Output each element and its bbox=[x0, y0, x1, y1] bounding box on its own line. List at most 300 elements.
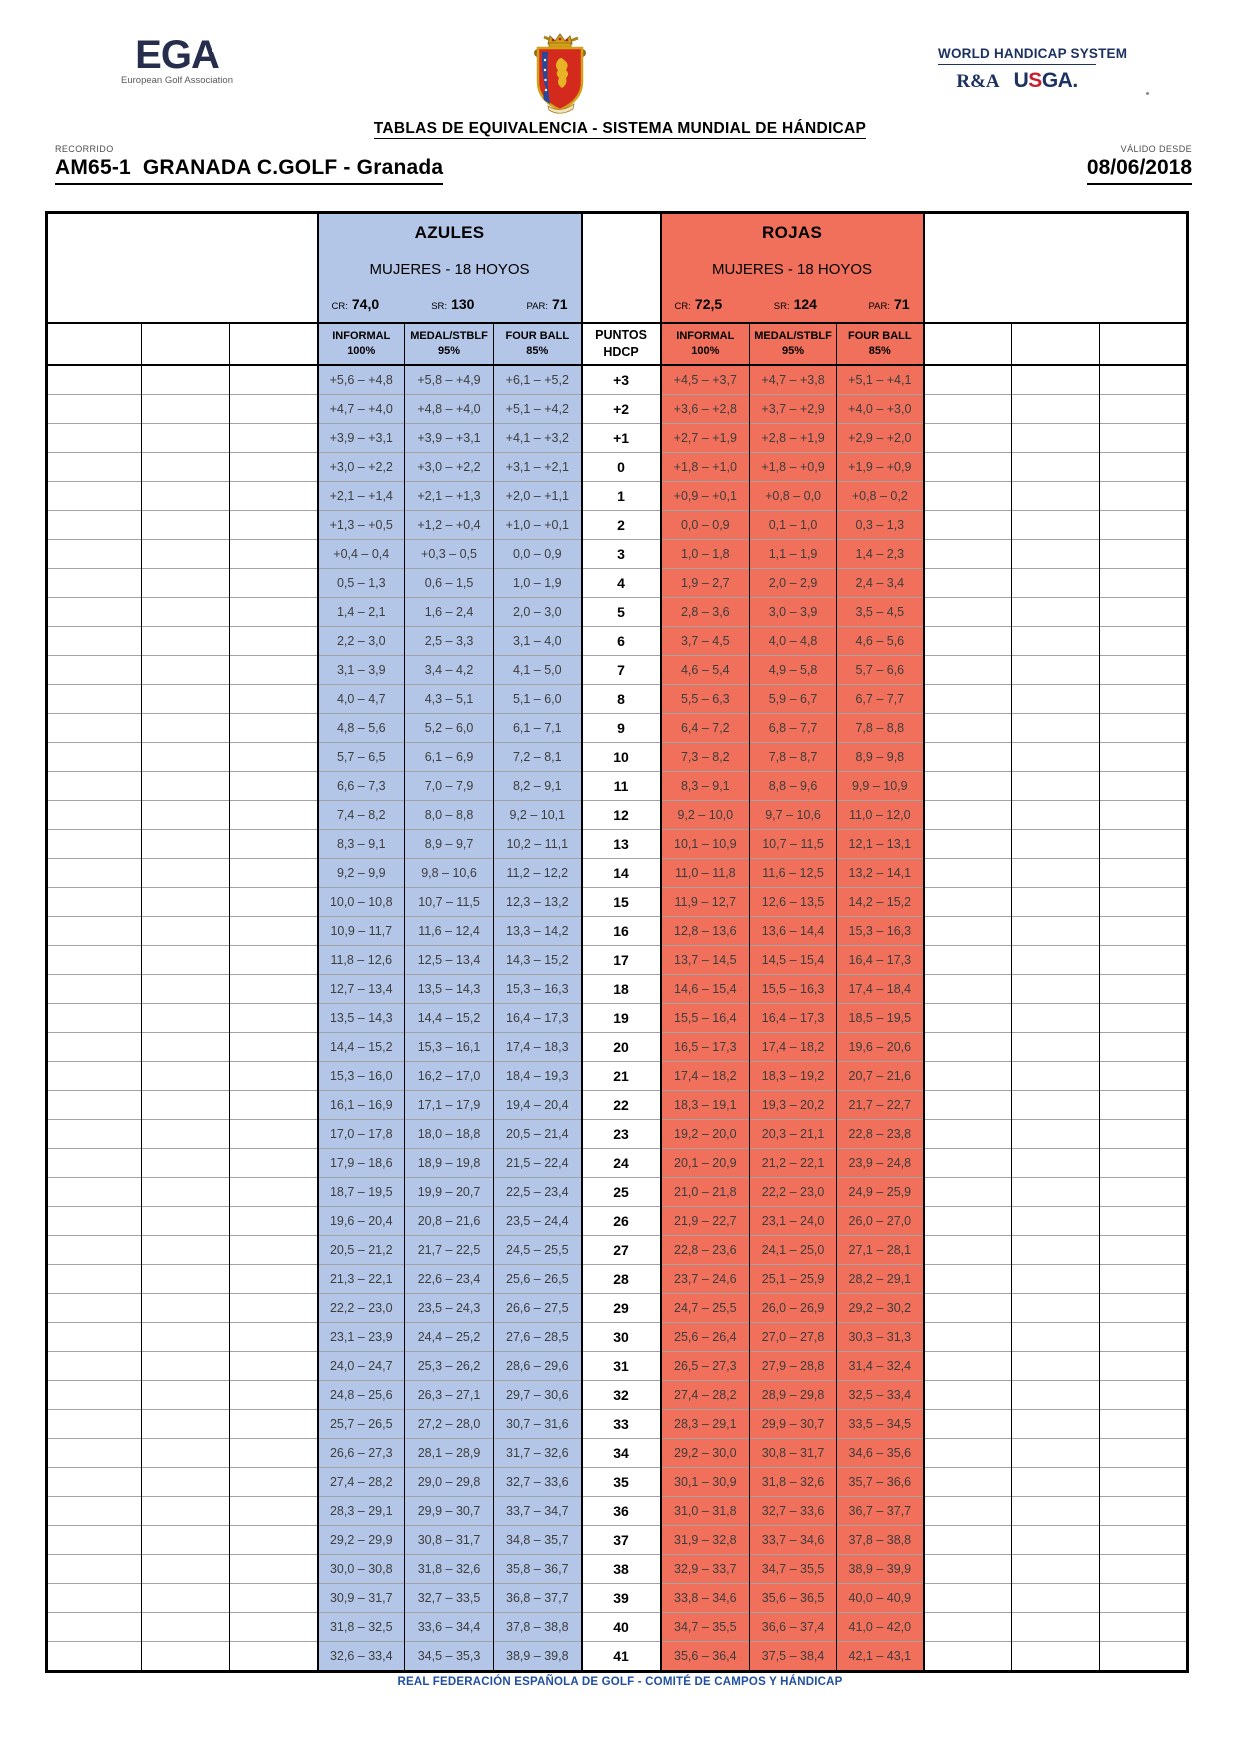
hdcp-cell: 34 bbox=[582, 1439, 661, 1468]
empty-header-cell bbox=[1012, 323, 1100, 365]
hdcp-cell: 24 bbox=[582, 1149, 661, 1178]
azules-range-cell: 2,5 – 3,3 bbox=[405, 627, 494, 656]
azules-range-cell: 27,2 – 28,0 bbox=[405, 1410, 494, 1439]
azules-range-cell: 15,3 – 16,1 bbox=[405, 1033, 494, 1062]
rojas-range-cell: 4,6 – 5,4 bbox=[661, 656, 750, 685]
azules-range-cell: 10,7 – 11,5 bbox=[405, 888, 494, 917]
rojas-range-cell: +2,9 – +2,0 bbox=[837, 424, 924, 453]
rojas-range-cell: 5,7 – 6,6 bbox=[837, 656, 924, 685]
empty-cell bbox=[230, 424, 318, 453]
azules-range-cell: 31,8 – 32,5 bbox=[318, 1613, 405, 1642]
azules-range-cell: 17,4 – 18,3 bbox=[494, 1033, 582, 1062]
empty-cell bbox=[47, 1526, 142, 1555]
rojas-range-cell: 12,8 – 13,6 bbox=[661, 917, 750, 946]
hdcp-cell: 30 bbox=[582, 1323, 661, 1352]
rojas-range-cell: 7,8 – 8,8 bbox=[837, 714, 924, 743]
azules-range-cell: 30,8 – 31,7 bbox=[405, 1526, 494, 1555]
empty-cell bbox=[230, 1062, 318, 1091]
rojas-range-cell: 21,7 – 22,7 bbox=[837, 1091, 924, 1120]
azules-range-cell: 4,8 – 5,6 bbox=[318, 714, 405, 743]
table-row bbox=[47, 453, 1188, 482]
empty-cell bbox=[1012, 772, 1100, 801]
empty-cell bbox=[1012, 1120, 1100, 1149]
rojas-range-cell: 27,0 – 27,8 bbox=[750, 1323, 837, 1352]
empty-cell bbox=[1012, 1468, 1100, 1497]
empty-cell bbox=[230, 685, 318, 714]
azules-range-cell: 35,8 – 36,7 bbox=[494, 1555, 582, 1584]
rojas-range-cell: 33,5 – 34,5 bbox=[837, 1410, 924, 1439]
azules-range-cell: 17,1 – 17,9 bbox=[405, 1091, 494, 1120]
empty-cell bbox=[924, 946, 1012, 975]
empty-cell bbox=[1100, 1526, 1188, 1555]
azules-range-cell: 7,4 – 8,2 bbox=[318, 801, 405, 830]
empty-cell bbox=[1012, 917, 1100, 946]
table-row bbox=[47, 1555, 1188, 1584]
rojas-range-cell: 28,2 – 29,1 bbox=[837, 1265, 924, 1294]
table-row bbox=[47, 598, 1188, 627]
empty-cell bbox=[1100, 685, 1188, 714]
empty-cell bbox=[1012, 424, 1100, 453]
empty-cell bbox=[1100, 1497, 1188, 1526]
empty-cell bbox=[47, 1120, 142, 1149]
azules-range-cell: 18,7 – 19,5 bbox=[318, 1178, 405, 1207]
rojas-range-cell: 21,2 – 22,1 bbox=[750, 1149, 837, 1178]
empty-cell bbox=[142, 1410, 230, 1439]
table-row bbox=[47, 395, 1188, 424]
azules-range-cell: 9,2 – 9,9 bbox=[318, 859, 405, 888]
hdcp-cell: 15 bbox=[582, 888, 661, 917]
azules-range-cell: 37,8 – 38,8 bbox=[494, 1613, 582, 1642]
empty-cell bbox=[47, 801, 142, 830]
empty-cell bbox=[142, 1497, 230, 1526]
empty-cell bbox=[924, 627, 1012, 656]
empty-cell bbox=[230, 1207, 318, 1236]
rojas-range-cell: +5,1 – +4,1 bbox=[837, 365, 924, 395]
azules-range-cell: 1,4 – 2,1 bbox=[318, 598, 405, 627]
empty-cell bbox=[1100, 395, 1188, 424]
rojas-range-cell: 18,3 – 19,2 bbox=[750, 1062, 837, 1091]
rojas-tee-header bbox=[661, 213, 924, 324]
empty-cell bbox=[230, 772, 318, 801]
table-row bbox=[47, 830, 1188, 859]
empty-cell bbox=[924, 1439, 1012, 1468]
azules-range-cell: 22,6 – 23,4 bbox=[405, 1265, 494, 1294]
empty-cell bbox=[924, 656, 1012, 685]
azules-range-cell: 4,3 – 5,1 bbox=[405, 685, 494, 714]
rojas-range-cell: +0,9 – +0,1 bbox=[661, 482, 750, 511]
empty-cell bbox=[47, 830, 142, 859]
rojas-range-cell: 16,4 – 17,3 bbox=[750, 1004, 837, 1033]
azules-range-cell: 3,1 – 3,9 bbox=[318, 656, 405, 685]
empty-cell bbox=[924, 1323, 1012, 1352]
valid-from-date: 08/06/2018 bbox=[1087, 156, 1192, 185]
rojas-range-cell: 4,6 – 5,6 bbox=[837, 627, 924, 656]
rojas-range-cell: 24,7 – 25,5 bbox=[661, 1294, 750, 1323]
rojas-range-cell: 1,0 – 1,8 bbox=[661, 540, 750, 569]
usga-logo: USGA. bbox=[1013, 69, 1078, 92]
azules-range-cell: +2,1 – +1,4 bbox=[318, 482, 405, 511]
rojas-range-cell: 37,8 – 38,8 bbox=[837, 1526, 924, 1555]
azules-range-cell: 8,0 – 8,8 bbox=[405, 801, 494, 830]
empty-cell bbox=[924, 801, 1012, 830]
table-row bbox=[47, 424, 1188, 453]
empty-cell bbox=[47, 365, 142, 395]
azules-sr: 130 bbox=[451, 296, 475, 312]
empty-cell bbox=[1012, 743, 1100, 772]
rojas-range-cell: 26,0 – 26,9 bbox=[750, 1294, 837, 1323]
empty-cell bbox=[924, 975, 1012, 1004]
azules-range-cell: 3,1 – 4,0 bbox=[494, 627, 582, 656]
rojas-range-cell: 12,6 – 13,5 bbox=[750, 888, 837, 917]
empty-cell bbox=[924, 1555, 1012, 1584]
azules-par: 71 bbox=[551, 296, 568, 312]
empty-cell bbox=[230, 801, 318, 830]
azules-range-cell: 34,8 – 35,7 bbox=[494, 1526, 582, 1555]
table-row bbox=[47, 1323, 1188, 1352]
rojas-range-cell: 21,0 – 21,8 bbox=[661, 1178, 750, 1207]
empty-cell bbox=[1100, 830, 1188, 859]
table-row bbox=[47, 801, 1188, 830]
azules-range-cell: 30,0 – 30,8 bbox=[318, 1555, 405, 1584]
azules-range-cell: 8,3 – 9,1 bbox=[318, 830, 405, 859]
empty-cell bbox=[142, 482, 230, 511]
empty-cell bbox=[142, 598, 230, 627]
table-row bbox=[47, 1294, 1188, 1323]
table-row bbox=[47, 1497, 1188, 1526]
empty-cell bbox=[142, 424, 230, 453]
empty-cell bbox=[47, 917, 142, 946]
rojas-range-cell: +1,8 – +0,9 bbox=[750, 453, 837, 482]
empty-header-cell bbox=[1100, 323, 1188, 365]
rojas-range-cell: 15,5 – 16,4 bbox=[661, 1004, 750, 1033]
empty-cell bbox=[1100, 1642, 1188, 1672]
empty-cell bbox=[924, 365, 1012, 395]
rojas-range-cell: 30,3 – 31,3 bbox=[837, 1323, 924, 1352]
empty-cell bbox=[1100, 511, 1188, 540]
azules-range-cell: 16,4 – 17,3 bbox=[494, 1004, 582, 1033]
azules-range-cell: 2,0 – 3,0 bbox=[494, 598, 582, 627]
empty-cell bbox=[230, 1381, 318, 1410]
empty-cell bbox=[1012, 685, 1100, 714]
rojas-range-cell: 5,5 – 6,3 bbox=[661, 685, 750, 714]
empty-cell bbox=[924, 1062, 1012, 1091]
randa-logo: R&A bbox=[956, 71, 1000, 92]
empty-cell bbox=[1012, 1091, 1100, 1120]
empty-cell bbox=[1100, 1236, 1188, 1265]
empty-cell bbox=[142, 685, 230, 714]
azules-range-cell: 6,6 – 7,3 bbox=[318, 772, 405, 801]
azules-range-cell: 32,7 – 33,5 bbox=[405, 1584, 494, 1613]
empty-cell bbox=[47, 685, 142, 714]
rojas-range-cell: 3,5 – 4,5 bbox=[837, 598, 924, 627]
rojas-range-cell: 1,1 – 1,9 bbox=[750, 540, 837, 569]
azules-range-cell: +3,9 – +3,1 bbox=[318, 424, 405, 453]
empty-cell bbox=[1100, 1381, 1188, 1410]
empty-cell bbox=[230, 1584, 318, 1613]
azules-range-cell: 23,5 – 24,4 bbox=[494, 1207, 582, 1236]
hdcp-cell: 21 bbox=[582, 1062, 661, 1091]
ega-flag-icon bbox=[212, 42, 221, 52]
empty-cell bbox=[142, 1265, 230, 1294]
rojas-col-informal: INFORMAL 100% bbox=[661, 323, 750, 365]
azules-range-cell: +0,3 – 0,5 bbox=[405, 540, 494, 569]
rojas-range-cell: 6,8 – 7,7 bbox=[750, 714, 837, 743]
rfeg-crest-icon bbox=[528, 30, 592, 121]
empty-cell bbox=[142, 801, 230, 830]
azules-range-cell: 21,7 – 22,5 bbox=[405, 1236, 494, 1265]
table-row bbox=[47, 946, 1188, 975]
rojas-range-cell: 1,4 – 2,3 bbox=[837, 540, 924, 569]
rojas-range-cell: +1,9 – +0,9 bbox=[837, 453, 924, 482]
azules-range-cell: 9,2 – 10,1 bbox=[494, 801, 582, 830]
empty-cell bbox=[47, 1468, 142, 1497]
empty-cell bbox=[230, 1526, 318, 1555]
empty-cell bbox=[230, 714, 318, 743]
empty-cell bbox=[47, 511, 142, 540]
empty-cell bbox=[1012, 888, 1100, 917]
azules-range-cell: 29,7 – 30,6 bbox=[494, 1381, 582, 1410]
rojas-range-cell: 33,8 – 34,6 bbox=[661, 1584, 750, 1613]
azules-range-cell: +5,8 – +4,9 bbox=[405, 365, 494, 395]
azules-range-cell: 2,2 – 3,0 bbox=[318, 627, 405, 656]
hdcp-cell: 28 bbox=[582, 1265, 661, 1294]
ega-logo-text: EGA bbox=[135, 33, 219, 77]
empty-cell bbox=[47, 1439, 142, 1468]
rojas-range-cell: 9,7 – 10,6 bbox=[750, 801, 837, 830]
empty-cell bbox=[142, 830, 230, 859]
table-row bbox=[47, 1265, 1188, 1294]
empty-cell bbox=[924, 743, 1012, 772]
rojas-range-cell: 11,9 – 12,7 bbox=[661, 888, 750, 917]
empty-cell bbox=[1100, 656, 1188, 685]
azules-range-cell: 17,9 – 18,6 bbox=[318, 1149, 405, 1178]
azules-range-cell: 8,2 – 9,1 bbox=[494, 772, 582, 801]
azules-range-cell: 5,2 – 6,0 bbox=[405, 714, 494, 743]
empty-cell bbox=[47, 1265, 142, 1294]
empty-cell bbox=[47, 975, 142, 1004]
empty-cell bbox=[142, 1207, 230, 1236]
hdcp-cell: 26 bbox=[582, 1207, 661, 1236]
hdcp-cell: 9 bbox=[582, 714, 661, 743]
azules-range-cell: 32,6 – 33,4 bbox=[318, 1642, 405, 1672]
azules-range-cell: 28,3 – 29,1 bbox=[318, 1497, 405, 1526]
hdcp-cell: 23 bbox=[582, 1120, 661, 1149]
rojas-range-cell: 10,7 – 11,5 bbox=[750, 830, 837, 859]
azules-range-cell: 19,4 – 20,4 bbox=[494, 1091, 582, 1120]
empty-cell bbox=[924, 830, 1012, 859]
blank-header-right bbox=[924, 213, 1188, 324]
table-row bbox=[47, 1410, 1188, 1439]
empty-cell bbox=[1100, 743, 1188, 772]
azules-range-cell: 5,7 – 6,5 bbox=[318, 743, 405, 772]
rojas-range-cell: 8,8 – 9,6 bbox=[750, 772, 837, 801]
empty-cell bbox=[1100, 1439, 1188, 1468]
empty-cell bbox=[1012, 395, 1100, 424]
empty-cell bbox=[230, 859, 318, 888]
empty-cell bbox=[924, 1294, 1012, 1323]
rojas-title: ROJAS bbox=[762, 223, 823, 242]
hdcp-cell: +1 bbox=[582, 424, 661, 453]
empty-cell bbox=[47, 1062, 142, 1091]
empty-cell bbox=[1012, 453, 1100, 482]
rojas-range-cell: 14,5 – 15,4 bbox=[750, 946, 837, 975]
empty-cell bbox=[142, 1091, 230, 1120]
empty-cell bbox=[230, 946, 318, 975]
table-row bbox=[47, 859, 1188, 888]
rojas-range-cell: 23,1 – 24,0 bbox=[750, 1207, 837, 1236]
hdcp-cell: 5 bbox=[582, 598, 661, 627]
empty-cell bbox=[924, 1178, 1012, 1207]
azules-range-cell: +4,7 – +4,0 bbox=[318, 395, 405, 424]
azules-range-cell: 30,9 – 31,7 bbox=[318, 1584, 405, 1613]
empty-cell bbox=[230, 1642, 318, 1672]
empty-cell bbox=[1100, 1265, 1188, 1294]
empty-cell bbox=[1100, 946, 1188, 975]
hdcp-cell: 19 bbox=[582, 1004, 661, 1033]
empty-cell bbox=[230, 1613, 318, 1642]
rojas-range-cell: 35,6 – 36,5 bbox=[750, 1584, 837, 1613]
azules-range-cell: 26,6 – 27,3 bbox=[318, 1439, 405, 1468]
azules-range-cell: 32,7 – 33,6 bbox=[494, 1468, 582, 1497]
empty-cell bbox=[230, 1120, 318, 1149]
empty-cell bbox=[1100, 1120, 1188, 1149]
azules-range-cell: 24,5 – 25,5 bbox=[494, 1236, 582, 1265]
azules-range-cell: 12,7 – 13,4 bbox=[318, 975, 405, 1004]
azules-range-cell: 1,0 – 1,9 bbox=[494, 569, 582, 598]
azules-range-cell: 22,5 – 23,4 bbox=[494, 1178, 582, 1207]
empty-cell bbox=[142, 1381, 230, 1410]
empty-cell bbox=[924, 1120, 1012, 1149]
empty-cell bbox=[1012, 975, 1100, 1004]
rojas-range-cell: 17,4 – 18,2 bbox=[661, 1062, 750, 1091]
hdcp-cell: 18 bbox=[582, 975, 661, 1004]
empty-cell bbox=[1100, 598, 1188, 627]
empty-cell bbox=[924, 1468, 1012, 1497]
rojas-par: 71 bbox=[894, 296, 910, 312]
empty-cell bbox=[47, 453, 142, 482]
rojas-range-cell: 31,4 – 32,4 bbox=[837, 1352, 924, 1381]
azules-range-cell: 10,9 – 11,7 bbox=[318, 917, 405, 946]
empty-cell bbox=[47, 424, 142, 453]
empty-cell bbox=[230, 743, 318, 772]
rojas-range-cell: 5,9 – 6,7 bbox=[750, 685, 837, 714]
azules-range-cell: 10,2 – 11,1 bbox=[494, 830, 582, 859]
empty-cell bbox=[1100, 1352, 1188, 1381]
empty-cell bbox=[1012, 830, 1100, 859]
azules-range-cell: 0,6 – 1,5 bbox=[405, 569, 494, 598]
hdcp-cell: 37 bbox=[582, 1526, 661, 1555]
rojas-range-cell: 36,7 – 37,7 bbox=[837, 1497, 924, 1526]
empty-cell bbox=[924, 482, 1012, 511]
azules-range-cell: 20,5 – 21,4 bbox=[494, 1120, 582, 1149]
empty-cell bbox=[1012, 656, 1100, 685]
empty-cell bbox=[1012, 1555, 1100, 1584]
rojas-range-cell: +4,5 – +3,7 bbox=[661, 365, 750, 395]
empty-cell bbox=[1012, 1613, 1100, 1642]
rojas-range-cell: 23,7 – 24,6 bbox=[661, 1265, 750, 1294]
empty-cell bbox=[142, 743, 230, 772]
empty-cell bbox=[230, 1410, 318, 1439]
empty-cell bbox=[1100, 1004, 1188, 1033]
empty-cell bbox=[230, 627, 318, 656]
azules-range-cell: 4,1 – 5,0 bbox=[494, 656, 582, 685]
empty-cell bbox=[47, 482, 142, 511]
empty-cell bbox=[1100, 1062, 1188, 1091]
azules-range-cell: +3,1 – +2,1 bbox=[494, 453, 582, 482]
rojas-range-cell: 2,8 – 3,6 bbox=[661, 598, 750, 627]
empty-cell bbox=[924, 714, 1012, 743]
empty-cell bbox=[142, 365, 230, 395]
empty-cell bbox=[142, 453, 230, 482]
rojas-range-cell: 19,6 – 20,6 bbox=[837, 1033, 924, 1062]
rojas-range-cell: 4,0 – 4,8 bbox=[750, 627, 837, 656]
empty-cell bbox=[1012, 1410, 1100, 1439]
empty-cell bbox=[1012, 511, 1100, 540]
empty-cell bbox=[142, 1004, 230, 1033]
rojas-range-cell: 13,7 – 14,5 bbox=[661, 946, 750, 975]
empty-cell bbox=[47, 859, 142, 888]
empty-cell bbox=[924, 685, 1012, 714]
empty-cell bbox=[142, 627, 230, 656]
azules-range-cell: 8,9 – 9,7 bbox=[405, 830, 494, 859]
empty-cell bbox=[230, 1004, 318, 1033]
empty-cell bbox=[47, 598, 142, 627]
empty-cell bbox=[230, 1265, 318, 1294]
empty-cell bbox=[142, 772, 230, 801]
empty-cell bbox=[1100, 1410, 1188, 1439]
azules-range-cell: 14,4 – 15,2 bbox=[318, 1033, 405, 1062]
whs-title: WORLD HANDICAP SYSTEM bbox=[938, 46, 1096, 65]
rojas-range-cell: 13,6 – 14,4 bbox=[750, 917, 837, 946]
hdcp-cell: 16 bbox=[582, 917, 661, 946]
azules-range-cell: 27,4 – 28,2 bbox=[318, 1468, 405, 1497]
hdcp-cell: 8 bbox=[582, 685, 661, 714]
empty-cell bbox=[1100, 859, 1188, 888]
table-row bbox=[47, 1468, 1188, 1497]
azules-range-cell: 13,3 – 14,2 bbox=[494, 917, 582, 946]
empty-cell bbox=[924, 772, 1012, 801]
rojas-subtitle: MUJERES - 18 HOYOS bbox=[712, 261, 873, 278]
azules-range-cell: 19,9 – 20,7 bbox=[405, 1178, 494, 1207]
puntos-hdcp-header: PUNTOS HDCP bbox=[582, 323, 661, 365]
table-row bbox=[47, 1178, 1188, 1207]
azules-range-cell: 5,1 – 6,0 bbox=[494, 685, 582, 714]
rojas-range-cell: 6,7 – 7,7 bbox=[837, 685, 924, 714]
rojas-range-cell: 32,7 – 33,6 bbox=[750, 1497, 837, 1526]
rojas-range-cell: 38,9 – 39,9 bbox=[837, 1555, 924, 1584]
rojas-range-cell: 34,6 – 35,6 bbox=[837, 1439, 924, 1468]
empty-cell bbox=[47, 1091, 142, 1120]
empty-cell bbox=[47, 656, 142, 685]
empty-cell bbox=[924, 1381, 1012, 1410]
table-row bbox=[47, 1381, 1188, 1410]
empty-cell bbox=[142, 395, 230, 424]
empty-cell bbox=[230, 1091, 318, 1120]
empty-cell bbox=[142, 1120, 230, 1149]
azules-cr: 74,0 bbox=[351, 296, 380, 312]
table-row bbox=[47, 1120, 1188, 1149]
rojas-range-cell: 7,8 – 8,7 bbox=[750, 743, 837, 772]
azules-range-cell: 11,6 – 12,4 bbox=[405, 917, 494, 946]
empty-cell bbox=[142, 569, 230, 598]
rojas-range-cell: 8,3 – 9,1 bbox=[661, 772, 750, 801]
empty-cell bbox=[1012, 598, 1100, 627]
empty-cell bbox=[924, 888, 1012, 917]
empty-cell bbox=[47, 772, 142, 801]
rojas-range-cell: 29,2 – 30,2 bbox=[837, 1294, 924, 1323]
empty-cell bbox=[230, 1178, 318, 1207]
azules-range-cell: 25,3 – 26,2 bbox=[405, 1352, 494, 1381]
